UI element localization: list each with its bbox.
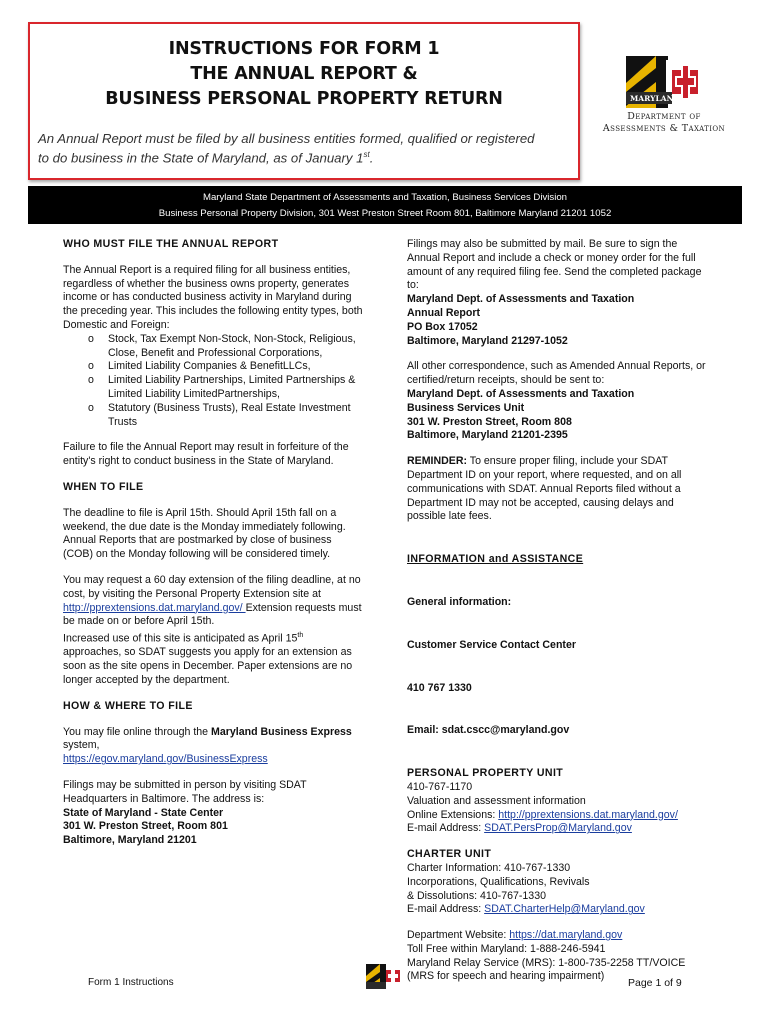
ppu-email-link[interactable]: SDAT.PersProp@Maryland.gov	[484, 822, 632, 835]
charter-incorporations: Incorporations, Qualifications, Revivals	[407, 875, 590, 888]
person-address-1: State of Maryland - State Center	[63, 806, 224, 819]
in-person-text: Filings may be submitted in person by visiting SDAT Headquarters in Baltimore. The address is:	[63, 779, 307, 805]
ppu-heading: PERSONAL PROPERTY UNIT	[407, 767, 564, 780]
left-column	[63, 238, 363, 848]
relay-service: Maryland Relay Service (MRS): 1-800-735-2258 TT/VOICE	[407, 956, 686, 969]
list-item: o Limited Liability Partnerships, Limited Partnerships & Limited Liability LimitedPartnerships,	[63, 374, 363, 402]
how-heading: HOW & WHERE TO FILE	[63, 699, 193, 712]
charter-info: Charter Information: 410-767-1330	[407, 861, 571, 874]
corr-address-3: 301 W. Preston Street, Room 808	[407, 415, 572, 428]
corr-address-4: Baltimore, Maryland 21201-2395	[407, 429, 568, 442]
entity-type-list	[63, 333, 363, 430]
ppu-valuation: Valuation and assessment information	[407, 794, 586, 807]
mail-address-2: Annual Report	[407, 306, 480, 319]
contact-center: Customer Service Contact Center	[407, 638, 576, 651]
charter-heading: CHARTER UNIT	[407, 848, 492, 861]
deadline-text: The deadline to file is April 15th. Should April 15th fall on a weekend, the due date is the Monday immediately following. Annual Reports that are postmarked by close of business (COB) on the Monday following will be considered timely.	[63, 506, 346, 561]
contact-email: Email: sdat.cscc@maryland.gov	[407, 724, 570, 737]
corr-address-2: Business Services Unit	[407, 401, 525, 414]
mail-address-3: PO Box 17052	[407, 320, 478, 333]
person-address-2: 301 W. Preston Street, Room 801	[63, 820, 228, 833]
title-line-2: THE ANNUAL REPORT &	[190, 64, 418, 84]
footer-page-number: Page 1 of 9	[628, 977, 682, 989]
charter-dissolutions: & Dissolutions: 410-767-1330	[407, 889, 546, 902]
dept-name: Department of Assessments & Taxation	[602, 111, 726, 134]
list-item: o Statutory (Business Trusts), Real Estate Investment Trusts	[63, 402, 363, 430]
extension-link[interactable]: http://pprextensions.dat.maryland.gov/	[63, 601, 246, 614]
footer-form-name: Form 1 Instructions	[88, 977, 174, 988]
mail-text: Filings may also be submitted by mail. Be sure to sign the Annual Report and include a check or money order for the full amount of any required filing fee. Send the completed package to:	[407, 238, 702, 292]
address-banner: Maryland State Department of Assessments and Taxation, Business Services Division Business Personal Property Division, 301 West Preston Street Room 801, Baltimore Maryland 21201 1052	[28, 186, 742, 224]
intro-text: An Annual Report must be filed by all business entities formed, qualified or registered to do business in the State of Maryland, as of January 1st.	[38, 131, 535, 166]
correspondence-text: All other correspondence, such as Amended Annual Reports, or certified/return receipts, should be sent to:	[407, 360, 706, 387]
ppu-email: E-mail Address: SDAT.PersProp@Maryland.gov	[407, 822, 632, 835]
who-heading: WHO MUST FILE THE ANNUAL REPORT	[63, 238, 279, 250]
dept-website-link[interactable]: https://dat.maryland.gov	[509, 929, 623, 942]
person-address-3: Baltimore, Maryland 21201	[63, 834, 197, 847]
failure-text: Failure to file the Annual Report may result in forfeiture of the entity's right to conduct business in the State of Maryland.	[63, 441, 349, 468]
toll-free: Toll Free within Maryland: 1-888-246-5941	[407, 942, 606, 955]
ppu-phone: 410-767-1170	[407, 780, 473, 793]
general-info: General information:	[407, 595, 512, 608]
mail-address-4: Baltimore, Maryland 21297-1052	[407, 334, 568, 347]
charter-email: E-mail Address: SDAT.CharterHelp@Maryland.gov	[407, 903, 645, 916]
charter-email-link[interactable]: SDAT.CharterHelp@Maryland.gov	[484, 903, 645, 916]
dept-website: Department Website: https://dat.maryland.gov	[407, 929, 623, 942]
right-column	[407, 238, 707, 984]
contact-phone: 410 767 1330	[407, 681, 472, 694]
relay-note: (MRS for speech and hearing impairment)	[407, 970, 605, 983]
business-express-link[interactable]: https://egov.maryland.gov/BusinessExpress	[63, 753, 268, 766]
when-heading: WHEN TO FILE	[63, 480, 144, 493]
logo-wordmark: MARYLAND	[630, 94, 680, 103]
footer-maryland-logo	[362, 960, 410, 996]
title-line-3: BUSINESS PERSONAL PROPERTY RETURN	[105, 89, 503, 109]
online-text: You may file online through the Maryland Business Express system, https://egov.maryland.gov/BusinessExpress	[63, 725, 352, 766]
title-box	[28, 22, 580, 180]
info-heading: INFORMATION and ASSISTANCE	[407, 553, 584, 566]
list-item: o Stock, Tax Exempt Non-Stock, Non-Stock, Religious, Close, Benefit and Professional Corporations,	[63, 333, 363, 361]
title-line-1: INSTRUCTIONS FOR FORM 1	[168, 39, 440, 59]
ppu-extensions: Online Extensions: http://pprextensions.dat.maryland.gov/	[407, 808, 678, 821]
mail-address-1: Maryland Dept. of Assessments and Taxation	[407, 293, 635, 306]
reminder-text: REMINDER: To ensure proper filing, include your SDAT Department ID on your report, where requested, and on all communications with SDAT. Annual Reports filed without a Department ID may not be accepted, causing delays and possible late fees.	[407, 455, 682, 523]
corr-address-1: Maryland Dept. of Assessments and Taxation	[407, 387, 635, 400]
ppu-extensions-link[interactable]: http://pprextensions.dat.maryland.gov/	[498, 808, 678, 821]
who-body: The Annual Report is a required filing for all business entities, regardless of whether the business owns property, generates income or has conducted business activity in Maryland during the preceding year. This includes the following entity types, both Domestic and Foreign:	[63, 263, 363, 331]
list-item: o Limited Liability Companies & BenefitLLCs,	[63, 360, 363, 374]
extension-text: You may request a 60 day extension of the filing deadline, at no cost, by visiting the Personal Property Extension site at http://pprextensions.dat.maryland.gov/ Extension requests must be made on or before April 15th. Increased use of this site is anticipated as April 15th approaches, so SDAT suggests you apply for an extension as soon as the site opens in December. Paper extensions are no longer accepted by the department.	[63, 573, 362, 687]
